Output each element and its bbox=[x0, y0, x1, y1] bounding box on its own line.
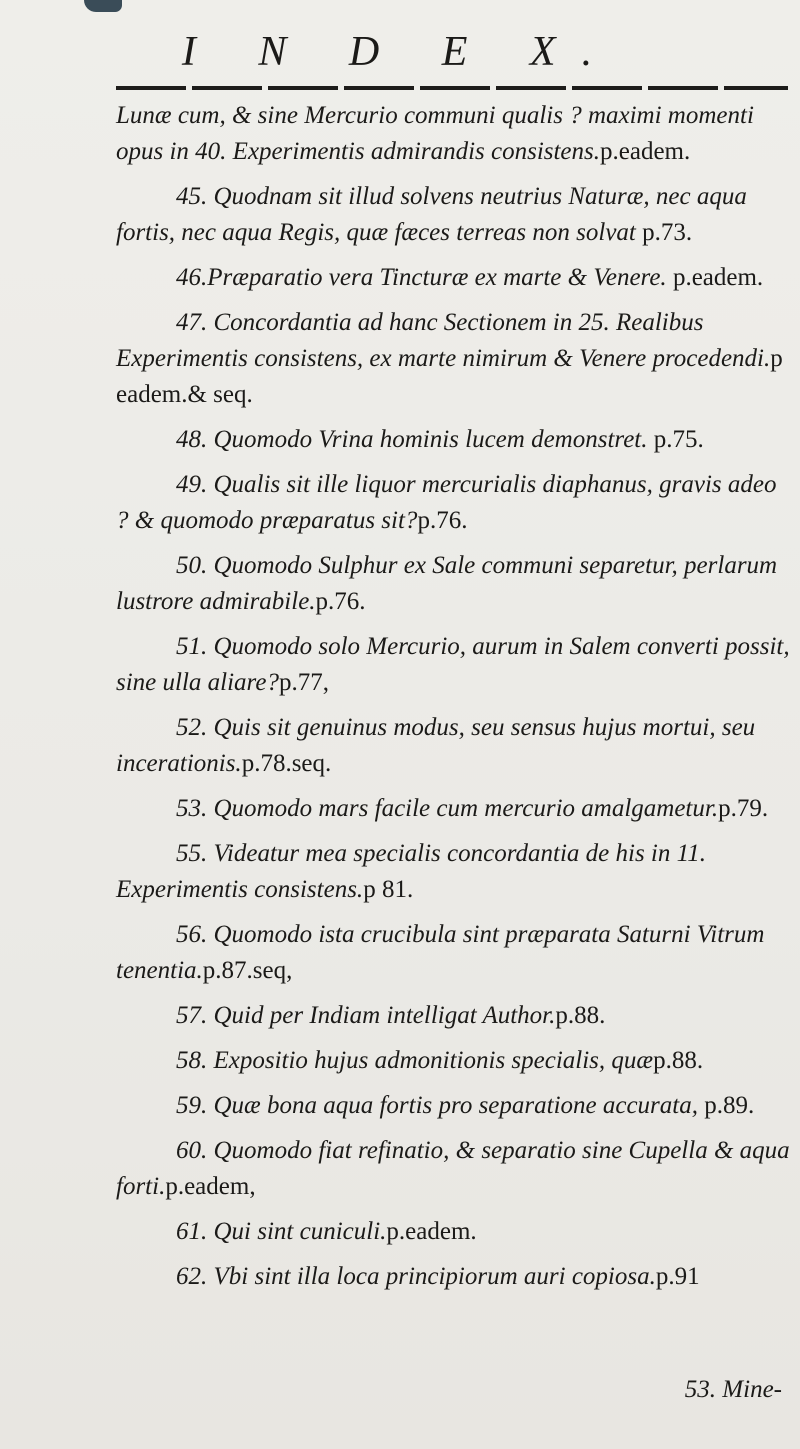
index-entry: 45. Quodnam sit illud solvens neutrius Naturæ, nec aqua fortis, nec aqua Regis, quæ fæces terreas non solvat p.73. bbox=[116, 183, 747, 246]
index-entry: Lunæ cum, & sine Mercurio communi qualis ? maximi momenti opus in 40. Experimentis admirandis consistens.p.eadem. bbox=[116, 102, 754, 165]
index-entry: 51. Quomodo solo Mercurio, aurum in Salem converti possit, sine ulla aliare?p.77, bbox=[116, 633, 790, 696]
index-entry: 58. Expositio hujus admonitionis specialis, quæp.88. bbox=[176, 1047, 704, 1074]
index-entry: 56. Quomodo ista crucibula sint præparata Saturni Vitrum tenentia.p.87.seq, bbox=[116, 921, 765, 984]
index-entries bbox=[116, 98, 792, 1304]
index-entry: 55. Videatur mea specialis concordantia de his in 11. Experimentis consistens.p 81. bbox=[116, 840, 707, 903]
page-title: I N D E X. bbox=[181, 29, 619, 75]
index-entry: 52. Quis sit genuinus modus, seu sensus hujus mortui, seu incerationis.p.78.seq. bbox=[116, 714, 756, 777]
catchword: 53. Mine- bbox=[684, 1376, 782, 1403]
index-entry: 62. Vbi sint illa loca principiorum auri copiosa.p.91 bbox=[176, 1263, 700, 1290]
index-entry: 57. Quid per Indiam intelligat Author.p.88. bbox=[176, 1002, 606, 1029]
index-entry: 50. Quomodo Sulphur ex Sale communi separetur, perlarum lustrore admirabile.p.76. bbox=[116, 552, 778, 615]
index-entry: 47. Concordantia ad hanc Sectionem in 25. Realibus Experimentis consistens, ex marte nimirum & Venere procedendi.p eadem.& seq. bbox=[116, 309, 783, 408]
index-entry: 59. Quæ bona aqua fortis pro separatione accurata, p.89. bbox=[176, 1092, 755, 1119]
index-entry: 48. Quomodo Vrina hominis lucem demonstret. p.75. bbox=[176, 426, 704, 453]
index-entry: 61. Qui sint cuniculi.p.eadem. bbox=[176, 1218, 477, 1245]
corner-stain bbox=[84, 0, 122, 12]
index-entry: 49. Qualis sit ille liquor mercurialis diaphanus, gravis adeo ? & quomodo præparatus sit?p.76. bbox=[116, 471, 777, 534]
index-entry: 53. Quomodo mars facile cum mercurio amalgametur.p.79. bbox=[176, 795, 769, 822]
header-rule bbox=[116, 86, 788, 90]
index-entry: 60. Quomodo fiat refinatio, & separatio sine Cupella & aqua forti.p.eadem, bbox=[116, 1137, 790, 1200]
index-entry: 46.Præparatio vera Tincturæ ex marte & Venere. p.eadem. bbox=[176, 264, 764, 291]
